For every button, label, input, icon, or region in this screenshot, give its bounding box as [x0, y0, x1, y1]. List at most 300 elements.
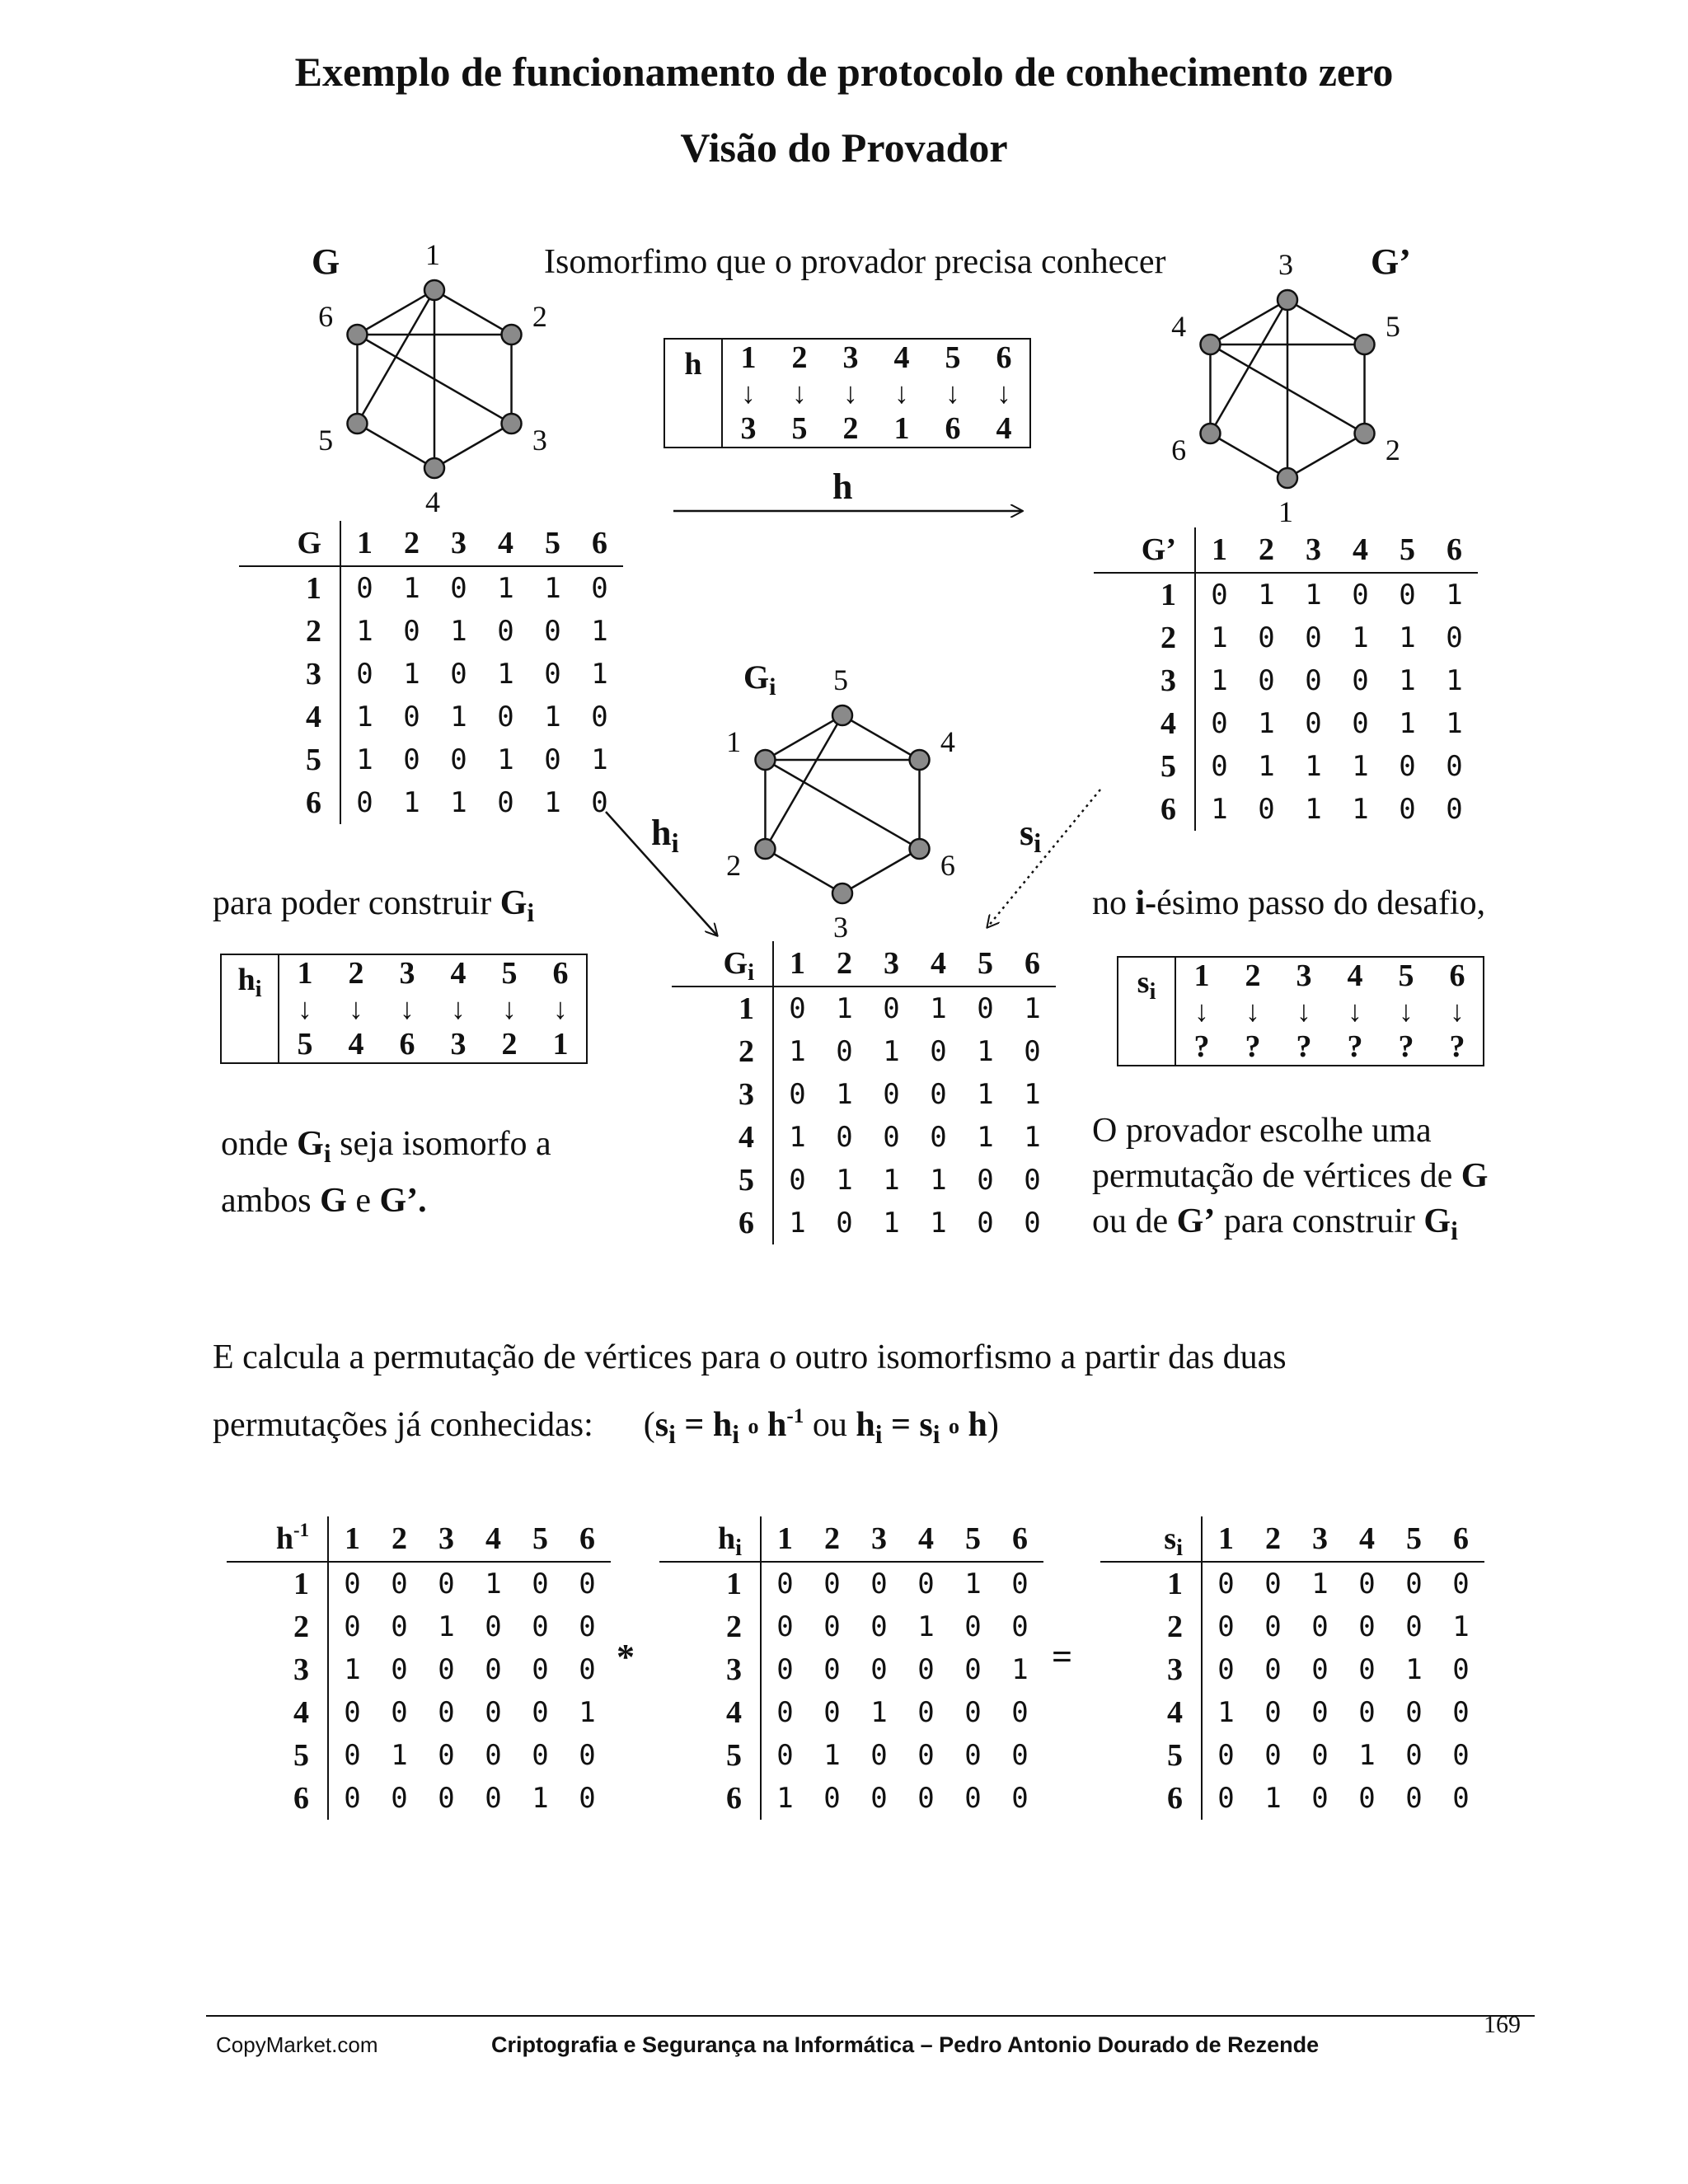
matrix-cell: 1 [591, 658, 608, 691]
matrix-cell: 0 [391, 1610, 408, 1643]
matrix-cell: 0 [823, 1696, 841, 1729]
matrix-cell: 0 [532, 1568, 549, 1601]
row-header: 6 [1100, 1777, 1202, 1820]
vertex-label: 5 [318, 424, 334, 457]
matrix-cell: 0 [1446, 793, 1463, 826]
graph-vertex [1355, 424, 1375, 443]
matrix-cell: 0 [1217, 1653, 1235, 1686]
row-header: 1 [227, 1562, 328, 1605]
matrix-cell: 0 [964, 1696, 982, 1729]
matrix-cell: 1 [544, 572, 561, 605]
matrix-cell: 1 [883, 1164, 900, 1197]
matrix-cell: 1 [497, 658, 514, 691]
graph-edge [357, 290, 434, 335]
matrix-cell: 0 [497, 786, 514, 819]
matrix-cell: 0 [532, 1739, 549, 1772]
matrix-cell: 0 [917, 1653, 935, 1686]
matrix-cell: 0 [403, 701, 420, 733]
matrix-cell: 0 [1264, 1653, 1282, 1686]
matrix-cell: 0 [1217, 1610, 1235, 1643]
multiply-operator: * [617, 1637, 635, 1677]
matrix-cell: 0 [1258, 793, 1275, 826]
matrix-cell: 0 [930, 1078, 947, 1111]
matrix-cell: 1 [438, 1610, 455, 1643]
matrix-row [227, 1648, 611, 1691]
matrix-cell: 0 [1399, 750, 1416, 783]
vertex-label: 2 [726, 849, 742, 882]
matrix-cell: 1 [485, 1568, 502, 1601]
matrix-cell: 1 [544, 786, 561, 819]
page-title: Exemplo de funcionamento de protocolo de conhecimento zero [294, 49, 1394, 95]
page-number: 169 [1484, 2011, 1521, 2038]
matrix-cell: 0 [836, 1121, 853, 1154]
matrix-cell: 1 [1305, 579, 1322, 612]
graph-edge [842, 715, 920, 760]
matrix-cell: 0 [344, 1739, 361, 1772]
matrix-row [1100, 1648, 1484, 1691]
matrix-cell: 0 [1264, 1610, 1282, 1643]
matrix-cell: 1 [591, 743, 608, 776]
matrix-cell: 0 [1405, 1610, 1423, 1643]
vertex-label: 1 [726, 725, 742, 758]
matrix-cell: 0 [823, 1610, 841, 1643]
matrix-cell: 0 [870, 1610, 888, 1643]
matrix-cell: 0 [1452, 1696, 1470, 1729]
matrix-cell: 0 [356, 658, 373, 691]
graph-vertex [502, 325, 522, 344]
row-header: 2 [227, 1605, 328, 1648]
vertex-label: 3 [1278, 248, 1293, 281]
matrix-row [1094, 745, 1478, 788]
row-header: 1 [1100, 1562, 1202, 1605]
matrix-cell: 0 [1305, 664, 1322, 697]
page-subtitle: Visão do Provador [680, 124, 1008, 171]
graph-edge [1287, 434, 1365, 478]
matrix-cell: 0 [344, 1568, 361, 1601]
matrix-cell: 0 [964, 1653, 982, 1686]
row-header: 1 [1094, 573, 1195, 616]
matrix-cell: 1 [823, 1739, 841, 1772]
matrix-cell: 1 [1446, 579, 1463, 612]
graph-edge [765, 715, 842, 760]
matrix-row [672, 1202, 1056, 1244]
matrix-cell: 0 [1211, 579, 1228, 612]
row-header: 3 [1100, 1648, 1202, 1691]
row-header: 5 [239, 738, 340, 781]
matrix-cell: 0 [579, 1653, 596, 1686]
matrix-cell: 0 [1311, 1653, 1329, 1686]
matrix-cell: 0 [485, 1739, 502, 1772]
row-header: 3 [1094, 659, 1195, 702]
matrix-cell: 0 [1352, 707, 1369, 740]
matrix-cell: 0 [403, 743, 420, 776]
matrix-cell: 0 [1358, 1610, 1376, 1643]
matrix-cell: 1 [1352, 793, 1369, 826]
matrix-cell: 0 [977, 992, 994, 1025]
footer-book-title: Criptografia e Segurança na Informática – Pedro Antonio Dourado de Rezende [491, 2032, 1320, 2057]
matrix-h-inverse: $h^{-1}$ 1 2 3 4 5 6 1 0 0 0 1 0 0 2 0 0 1 0 0 0 3 1 0 0 0 0 0 4 0 0 0 0 0 1 5 0 1 0 0 0 0 6 0 0 0 0 1 0 [227, 1516, 611, 1820]
graph-vertex [424, 280, 444, 300]
matrix-cell: 0 [579, 1610, 596, 1643]
matrix-cell: 0 [930, 1121, 947, 1154]
matrix-cell: 1 [356, 701, 373, 733]
graph-vertex [347, 414, 367, 434]
row-header: 1 [659, 1562, 761, 1605]
text-provador-escolhe: O provador escolhe uma permutação de vértices de G ou de G’ para construir $G_i$ [1092, 1112, 1489, 1245]
matrix-cell: 0 [883, 992, 900, 1025]
matrix-cell: 1 [1024, 992, 1041, 1025]
matrix-cell: 1 [883, 1035, 900, 1068]
matrix-cell: 1 [1258, 707, 1275, 740]
matrix-cell: 0 [1305, 707, 1322, 740]
matrix-cell: 0 [1258, 664, 1275, 697]
matrix-row [1100, 1734, 1484, 1777]
matrix-cell: 0 [836, 1035, 853, 1068]
matrix-cell: 0 [356, 572, 373, 605]
graph-edge [1287, 300, 1365, 344]
text-para-poder: para poder construir $G_i$ [213, 884, 535, 927]
matrix-cell: 0 [964, 1610, 982, 1643]
matrix-row [239, 696, 623, 738]
matrix-cell: 0 [1358, 1696, 1376, 1729]
matrix-cell: 0 [870, 1653, 888, 1686]
hi-perm-label: $h_i$ [221, 954, 279, 1063]
matrix-row [227, 1691, 611, 1734]
graph-gi-label: $G_i$ [743, 658, 776, 701]
matrix-cell: 1 [1352, 750, 1369, 783]
matrix-cell: 1 [836, 1164, 853, 1197]
text-i-esimo: no i-ésimo passo do desafio, [1092, 884, 1486, 922]
matrix-cell: 1 [964, 1568, 982, 1601]
graph-vertex [502, 414, 522, 434]
matrix-cell: 0 [591, 572, 608, 605]
matrix-cell: 0 [870, 1568, 888, 1601]
matrix-cell: 1 [1211, 793, 1228, 826]
matrix-cell: 0 [917, 1739, 935, 1772]
matrix-row [659, 1734, 1043, 1777]
matrix-cell: 0 [1452, 1739, 1470, 1772]
matrix-cell: 1 [356, 743, 373, 776]
matrix-cell: 0 [1352, 579, 1369, 612]
matrix-cell: 1 [403, 658, 420, 691]
matrix-cell: 1 [591, 615, 608, 648]
matrix-row [1094, 616, 1478, 659]
matrix-cell: 0 [485, 1696, 502, 1729]
row-header: 2 [1094, 616, 1195, 659]
matrix-cell: 0 [1011, 1610, 1029, 1643]
matrix-cell: 0 [1305, 621, 1322, 654]
matrix-cell: 1 [1258, 579, 1275, 612]
matrix-cell: 0 [450, 743, 467, 776]
matrix-cell: 0 [391, 1568, 408, 1601]
matrix-cell: 1 [789, 1121, 806, 1154]
matrix-cell: 0 [977, 1164, 994, 1197]
matrix-row [1094, 788, 1478, 831]
row-header: 5 [1094, 745, 1195, 788]
row-header: 3 [659, 1648, 761, 1691]
isomorphism-caption: Isomorfimo que o provador precisa conhecer [544, 243, 1166, 281]
row-header: 2 [239, 610, 340, 653]
row-header: 6 [227, 1777, 328, 1820]
matrix-cell: 0 [497, 615, 514, 648]
matrix-cell: 0 [344, 1610, 361, 1643]
matrix-cell: 1 [544, 701, 561, 733]
graph-g-label: G [312, 241, 340, 282]
matrix-g-prime: G’ 1 2 3 4 5 6 1 0 1 1 0 0 1 2 1 0 0 1 1 0 3 1 0 0 0 1 1 4 0 1 0 0 1 1 5 0 1 1 1 0 0 6 1 0 1 1 0 0 [1094, 527, 1478, 831]
matrix-cell: 1 [1311, 1568, 1329, 1601]
matrix-cell: 0 [823, 1568, 841, 1601]
matrix-cell: 1 [836, 992, 853, 1025]
matrix-cell: 0 [917, 1782, 935, 1815]
matrix-cell: 1 [789, 1035, 806, 1068]
matrix-cell: 0 [344, 1782, 361, 1815]
graph-vertex [755, 750, 775, 770]
matrix-row [1100, 1777, 1484, 1820]
matrix-row [672, 1030, 1056, 1073]
matrix-cell: 0 [776, 1568, 794, 1601]
text-onde-gi: onde $G_i$ seja isomorfo a ambos G e G’. [221, 1125, 551, 1220]
matrix-cell: 0 [532, 1653, 549, 1686]
matrix-row [239, 610, 623, 653]
matrix-cell: 0 [532, 1696, 549, 1729]
matrix-row [1100, 1691, 1484, 1734]
row-header: 3 [227, 1648, 328, 1691]
matrix-row [227, 1605, 611, 1648]
calc-text-line1: E calcula a permutação de vértices para o outro isomorfismo a partir das duas [213, 1338, 1287, 1376]
matrix-cell: 0 [1024, 1035, 1041, 1068]
matrix-cell: 0 [1358, 1568, 1376, 1601]
matrix-cell: 0 [964, 1782, 982, 1815]
row-header: 3 [672, 1073, 773, 1116]
matrix-cell: 0 [823, 1782, 841, 1815]
matrix-cell: 1 [532, 1782, 549, 1815]
matrix-row [239, 566, 623, 610]
matrix-cell: 0 [438, 1782, 455, 1815]
matrix-cell: 1 [1305, 750, 1322, 783]
matrix-cell: 1 [977, 1035, 994, 1068]
matrix-h-i: $h_i$ 1 2 3 4 5 6 1 0 0 0 0 1 0 2 0 0 0 1 0 0 3 0 0 0 0 0 1 4 0 0 1 0 0 0 5 0 1 0 0 0 0 6 1 0 0 0 0 0 [659, 1516, 1043, 1820]
graph-edge [765, 849, 842, 893]
matrix-cell: 0 [789, 992, 806, 1025]
matrix-cell: 0 [403, 615, 420, 648]
matrix-cell: 0 [485, 1653, 502, 1686]
matrix-cell: 0 [391, 1653, 408, 1686]
graph-vertex [1278, 468, 1297, 488]
matrix-cell: 1 [403, 786, 420, 819]
matrix-cell: 1 [836, 1078, 853, 1111]
vertex-label: 2 [532, 300, 547, 333]
matrix-row [239, 653, 623, 696]
matrix-row [672, 1116, 1056, 1159]
si-perm-label: $s_i$ [1118, 957, 1175, 1066]
matrix-row [239, 738, 623, 781]
si-arrow-label: $s_i$ [1020, 813, 1042, 860]
matrix-cell: 0 [532, 1610, 549, 1643]
matrix-row [659, 1691, 1043, 1734]
matrix-cell: 0 [1311, 1610, 1329, 1643]
matrix-cell: 0 [450, 658, 467, 691]
row-header: 2 [1100, 1605, 1202, 1648]
matrix-cell: 1 [1446, 664, 1463, 697]
matrix-cell: 0 [544, 743, 561, 776]
graph-edge [842, 849, 920, 893]
graph-gp-label: G’ [1371, 241, 1411, 282]
matrix-cell: 0 [438, 1696, 455, 1729]
matrix-cell: 1 [450, 701, 467, 733]
vertex-label: 3 [532, 424, 547, 457]
row-header: 4 [659, 1691, 761, 1734]
matrix-cell: 1 [403, 572, 420, 605]
matrix-row [239, 781, 623, 824]
matrix-cell: 0 [1405, 1782, 1423, 1815]
matrix-cell: 0 [391, 1782, 408, 1815]
matrix-cell: 0 [1352, 664, 1369, 697]
matrix-cell: 1 [883, 1207, 900, 1240]
row-header: 5 [227, 1734, 328, 1777]
matrix-cell: 0 [1024, 1207, 1041, 1240]
matrix-cell: 0 [930, 1035, 947, 1068]
vertex-label: 5 [833, 663, 848, 696]
matrix-cell: 0 [591, 786, 608, 819]
graph-edge [1210, 434, 1287, 478]
graph-vertex [1200, 335, 1220, 354]
vertex-label: 1 [425, 238, 440, 271]
matrix-row [1094, 573, 1478, 616]
matrix-row [1094, 702, 1478, 745]
vertex-label: 1 [1278, 495, 1293, 528]
graph-vertex [832, 883, 852, 903]
matrix-cell: 1 [344, 1653, 361, 1686]
matrix-row [659, 1648, 1043, 1691]
matrix-s-i: $s_i$ 1 2 3 4 5 6 1 0 0 1 0 0 0 2 0 0 0 0 0 1 3 0 0 0 0 1 0 4 1 0 0 0 0 0 5 0 0 0 1 0 0 6 0 1 0 0 0 0 [1100, 1516, 1484, 1820]
matrix-cell: 0 [1405, 1696, 1423, 1729]
matrix-cell: 1 [1258, 750, 1275, 783]
matrix-cell: 0 [438, 1739, 455, 1772]
h-permutation-box: h 1 2 3 4 5 6 ↓ ↓ ↓ ↓ ↓ ↓ 3 5 2 1 6 4 [663, 338, 1031, 448]
matrix-cell: 1 [450, 786, 467, 819]
matrix-cell: 0 [391, 1696, 408, 1729]
matrix-cell: 0 [870, 1739, 888, 1772]
row-header: 6 [672, 1202, 773, 1244]
matrix-cell: 1 [1446, 707, 1463, 740]
matrix-cell: 0 [917, 1696, 935, 1729]
matrix-cell: 1 [789, 1207, 806, 1240]
matrix-cell: 0 [1211, 707, 1228, 740]
matrix-cell: 1 [1305, 793, 1322, 826]
matrix-cell: 1 [1211, 621, 1228, 654]
graph-edge [357, 424, 434, 468]
matrix-cell: 0 [544, 615, 561, 648]
matrix-cell: 0 [1399, 793, 1416, 826]
graph-vertex [910, 839, 930, 859]
row-header: 2 [659, 1605, 761, 1648]
matrix-cell: 0 [1311, 1782, 1329, 1815]
matrix-cell: 1 [356, 615, 373, 648]
matrix-cell: 1 [1264, 1782, 1282, 1815]
matrix-cell: 1 [930, 1207, 947, 1240]
matrix-cell: 0 [356, 786, 373, 819]
matrix-row [672, 1073, 1056, 1116]
matrix-cell: 1 [1217, 1696, 1235, 1729]
matrix-cell: 0 [1264, 1739, 1282, 1772]
matrix-cell: 0 [1446, 621, 1463, 654]
graph-vertex [832, 705, 852, 725]
matrix-cell: 0 [1311, 1696, 1329, 1729]
matrix-g: G 1 2 3 4 5 6 1 0 1 0 1 1 0 2 1 0 1 0 0 1 3 0 1 0 1 0 1 4 1 0 1 0 1 0 5 1 0 0 1 0 1 6 0 1 1 0 1 0 [239, 521, 623, 824]
row-header: 4 [227, 1691, 328, 1734]
row-header: 4 [672, 1116, 773, 1159]
footer-site: CopyMarket.com [216, 2032, 378, 2057]
hi-permutation-box: $h_i$ 1 2 3 4 5 6 ↓ ↓ ↓ ↓ ↓ ↓ 5 4 6 3 2 1 [220, 954, 588, 1064]
graph-vertex [347, 325, 367, 344]
matrix-cell: 0 [1264, 1568, 1282, 1601]
matrix-cell: 1 [497, 743, 514, 776]
matrix-cell: 0 [579, 1782, 596, 1815]
vertex-label: 6 [1171, 434, 1187, 466]
matrix-cell: 1 [1024, 1078, 1041, 1111]
matrix-cell: 1 [930, 992, 947, 1025]
vertex-label: 4 [940, 725, 955, 758]
footer-rule [206, 2015, 1535, 2017]
matrix-cell: 0 [977, 1207, 994, 1240]
matrix-cell: 0 [1011, 1739, 1029, 1772]
matrix-cell: 1 [977, 1078, 994, 1111]
matrix-cell: 0 [1011, 1782, 1029, 1815]
row-header: 4 [1094, 702, 1195, 745]
matrix-row [1100, 1605, 1484, 1648]
graph-edge [1210, 300, 1287, 344]
graph-vertex [1200, 424, 1220, 443]
matrix-cell: 0 [917, 1568, 935, 1601]
matrix-cell: 0 [1258, 621, 1275, 654]
matrix-cell: 0 [450, 572, 467, 605]
graph-edge [434, 290, 512, 335]
matrix-cell: 1 [1399, 664, 1416, 697]
matrix-cell: 0 [1311, 1739, 1329, 1772]
matrix-cell: 0 [1446, 750, 1463, 783]
graph-g-i [755, 705, 929, 903]
calc-text-line2: permutações já conhecidas: ($s_i = h_i$ o $h^{-1}$ ou $h_i = s_i$ o h) [213, 1404, 999, 1449]
matrix-cell: 1 [1011, 1653, 1029, 1686]
matrix-cell: 1 [1211, 664, 1228, 697]
matrix-cell: 0 [1399, 579, 1416, 612]
h-arrow-label: h [832, 466, 853, 507]
row-header: 2 [672, 1030, 773, 1073]
matrix-cell: 0 [1217, 1782, 1235, 1815]
matrix-cell: 0 [964, 1739, 982, 1772]
matrix-row [227, 1777, 611, 1820]
matrix-row [672, 1159, 1056, 1202]
graph-g-prime [1200, 290, 1374, 488]
matrix-cell: 0 [485, 1782, 502, 1815]
matrix-cell: 0 [544, 658, 561, 691]
matrix-cell: 0 [1024, 1164, 1041, 1197]
matrix-cell: 1 [1452, 1610, 1470, 1643]
matrix-cell: 1 [977, 1121, 994, 1154]
row-header: 1 [239, 566, 340, 610]
matrix-cell: 0 [1011, 1568, 1029, 1601]
matrix-cell: 0 [1405, 1739, 1423, 1772]
matrix-cell: 0 [591, 701, 608, 733]
matrix-cell: 1 [1024, 1121, 1041, 1154]
vertex-label: 6 [940, 849, 955, 882]
row-header: 5 [1100, 1734, 1202, 1777]
matrix-cell: 0 [485, 1610, 502, 1643]
matrix-cell: 0 [1452, 1653, 1470, 1686]
si-permutation-box: $s_i$ 1 2 3 4 5 6 ↓ ↓ ↓ ↓ ↓ ↓ ? ? ? ? ? ? [1117, 956, 1484, 1066]
matrix-cell: 1 [579, 1696, 596, 1729]
vertex-label: 3 [833, 911, 848, 944]
